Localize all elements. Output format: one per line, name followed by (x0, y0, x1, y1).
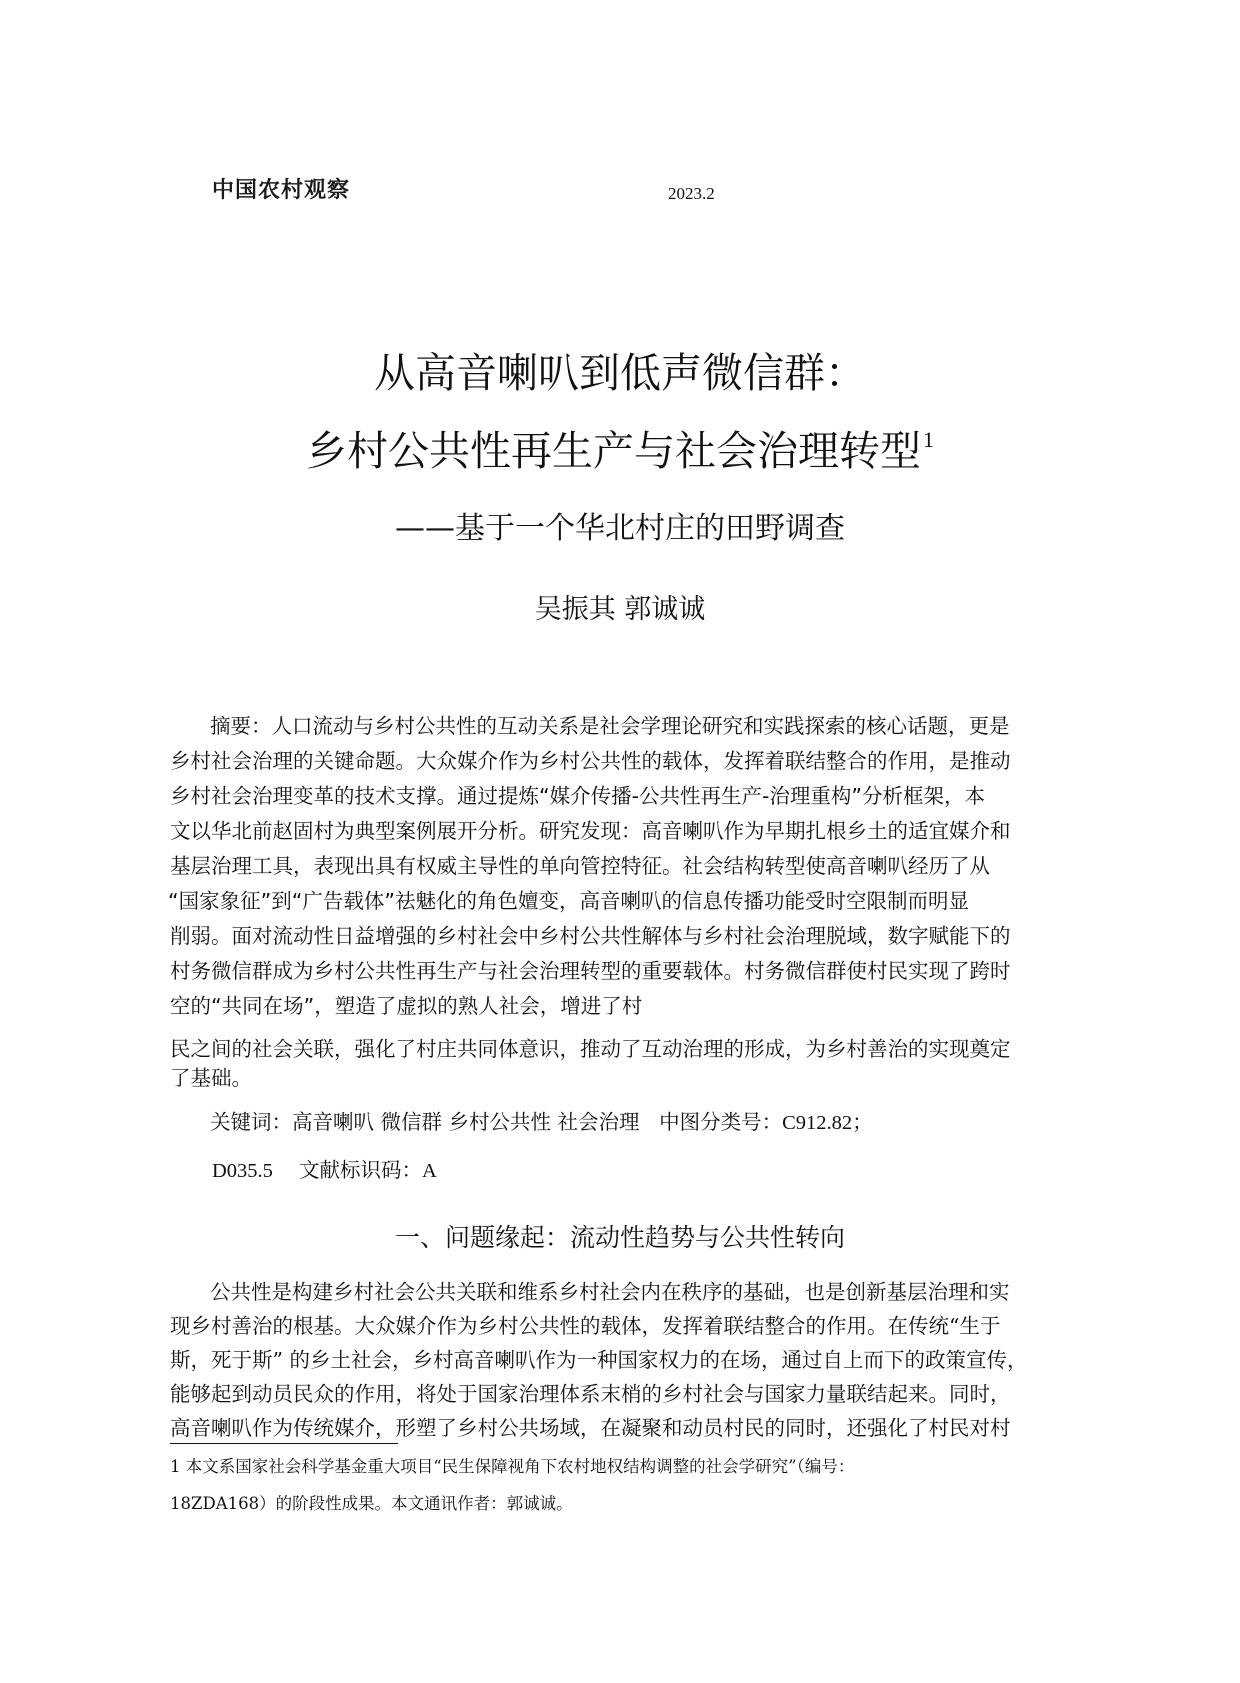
abstract-line: 摘要：人口流动与乡村公共性的互动关系是社会学理论研究和实践探索的核心话题，更是 (210, 714, 1010, 738)
classification-line (212, 1153, 437, 1183)
body-line: 高音喇叭作为传统媒介，形塑了乡村公共场域，在凝聚和动员村民的同时，还强化了村民对村 (170, 1416, 1011, 1440)
paper-subtitle: ——基于一个华北村庄的田野调查 (395, 511, 845, 546)
title-footnote-mark[interactable]: 1 (923, 427, 934, 452)
clc-value: C912.82； (782, 1112, 873, 1134)
paper-title-line-2 (0, 418, 1240, 477)
footnote-separator (170, 1443, 398, 1444)
footnote-line: 1 本文系国家社会科学基金重大项目“民生保障视角下农村地权结构调整的社会学研究”（编号： (170, 1457, 855, 1476)
body-line: 现乡村善治的根基。大众媒介作为乡村公共性的载体，发挥着联结整合的作用。在传统“生于 (170, 1314, 1001, 1338)
abstract-line: “国家象征”到“广告载体”祛魅化的角色嬗变，高音喇叭的信息传播功能受时空限制而明显 (168, 889, 969, 913)
keywords-label: 关键词： (210, 1110, 292, 1134)
journal-logo: 中国农村观察 (212, 178, 351, 203)
clc-label: 中图分类号： (659, 1110, 783, 1134)
doc-code-value: A (422, 1160, 437, 1182)
abstract-line: 乡村社会治理的关键命题。大众媒介作为乡村公共性的载体，发挥着联结整合的作用，是推动 (170, 749, 1011, 773)
section-heading: 一、问题缘起：流动性趋势与公共性转向 (394, 1223, 845, 1252)
abstract-line: 乡村社会治理变革的技术支撑。通过提炼“媒介传播-公共性再生产-治理重构”分析框架，本 (170, 784, 986, 808)
doc-code-label: 文献标识码： (299, 1158, 423, 1182)
abstract-line: 文以华北前赵固村为典型案例展开分析。研究发现：高音喇叭作为早期扎根乡土的适宜媒介和 (170, 819, 1011, 843)
body-line: 公共性是构建乡村社会公共关联和维系乡村社会内在秩序的基础，也是创新基层治理和实 (210, 1280, 1010, 1304)
abstract-line: 民之间的社会关联，强化了村庄共同体意识，推动了互动治理的形成，为乡村善治的实现奠定 (170, 1037, 1011, 1061)
keywords-terms: 高音喇叭 微信群 乡村公共性 社会治理 (292, 1110, 640, 1134)
paper-authors: 吴振其 郭诚诚 (534, 594, 706, 625)
abstract-line: 空的“共同在场”，塑造了虚拟的熟人社会，增进了村 (170, 994, 643, 1018)
abstract-line: 了基础。 (170, 1066, 252, 1090)
abstract-line: 基层治理工具，表现出具有权威主导性的单向管控特征。社会结构转型使高音喇叭经历了从 (170, 854, 990, 878)
footnote-line: 18ZDA168）的阶段性成果。本文通讯作者：郭诚诚。 (170, 1494, 573, 1513)
abstract-line: 村务微信群成为乡村公共性再生产与社会治理转型的重要载体。村务微信群使村民实现了跨时 (170, 959, 1011, 983)
issue-date: 2023.2 (668, 184, 715, 203)
clc-value-continued: D035.5 (212, 1160, 273, 1182)
body-line: 能够起到动员民众的作用，将处于国家治理体系末梢的乡村社会与国家力量联结起来。同时， (170, 1382, 1011, 1406)
abstract-line: 削弱。面对流动性日益增强的乡村社会中乡村公共性解体与乡村社会治理脱域，数字赋能下的 (170, 924, 1011, 948)
keywords-line (210, 1105, 873, 1135)
paper-title-line-1: 从高音喇叭到低声微信群： (374, 349, 866, 397)
body-line: 斯，死于斯” 的乡土社会，乡村高音喇叭作为一种国家权力的在场，通过自上而下的政策宣传， (170, 1348, 1028, 1372)
paper-title-line-2-text: 乡村公共性再生产与社会治理转型 (306, 427, 921, 475)
